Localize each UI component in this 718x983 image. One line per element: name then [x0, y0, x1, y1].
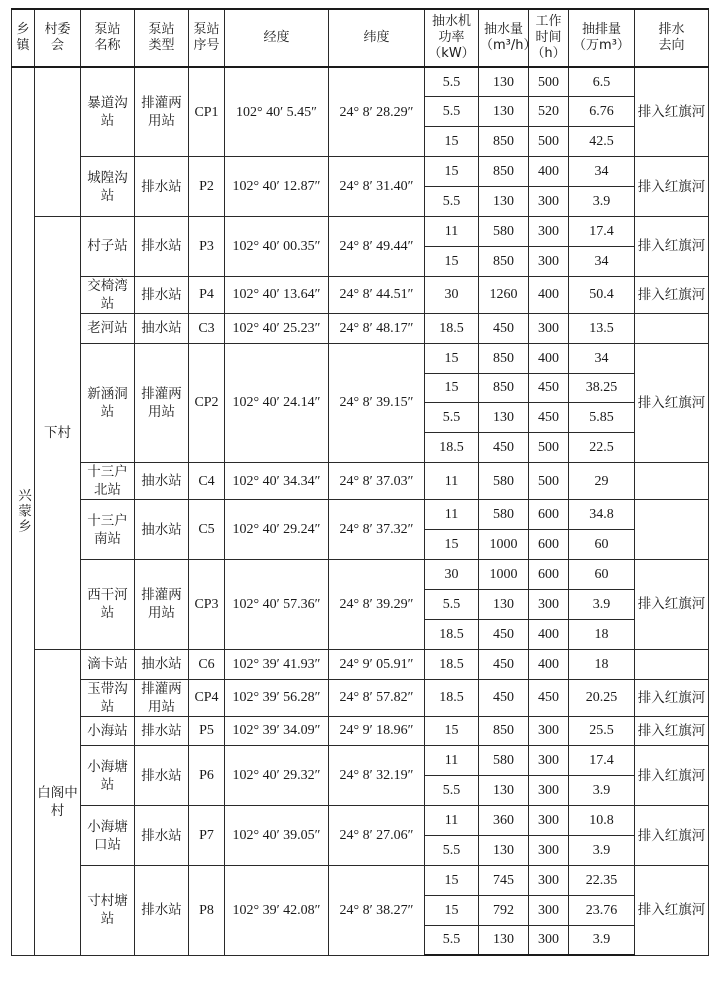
latitude-cell: 24° 8′ 38.27″ — [329, 865, 425, 955]
longitude-cell: 102° 40′ 29.24″ — [225, 500, 329, 560]
pump-flow-cell: 850 — [479, 157, 529, 187]
station-name-cell: 暴道沟站 — [81, 67, 135, 157]
work-hours-cell: 500 — [529, 67, 569, 97]
station-name-cell: 西干河站 — [81, 559, 135, 649]
work-hours-cell: 400 — [529, 649, 569, 679]
work-hours-cell: 400 — [529, 619, 569, 649]
longitude-cell: 102° 40′ 12.87″ — [225, 157, 329, 217]
drain-destination-cell — [635, 649, 709, 679]
work-hours-cell: 300 — [529, 895, 569, 925]
work-hours-cell: 300 — [529, 865, 569, 895]
work-hours-cell: 500 — [529, 463, 569, 500]
longitude-cell: 102° 39′ 56.28″ — [225, 679, 329, 716]
table-body — [12, 67, 709, 955]
drain-volume-cell: 50.4 — [569, 276, 635, 313]
station-type-cell: 排水站 — [135, 865, 189, 955]
work-hours-cell: 300 — [529, 589, 569, 619]
pump-flow-cell: 450 — [479, 649, 529, 679]
pump-flow-cell: 850 — [479, 246, 529, 276]
latitude-cell: 24° 8′ 49.44″ — [329, 216, 425, 276]
station-type-cell: 排水站 — [135, 746, 189, 806]
table-row — [12, 649, 709, 679]
longitude-cell: 102° 39′ 41.93″ — [225, 649, 329, 679]
longitude-cell: 102° 39′ 34.09″ — [225, 716, 329, 746]
longitude-cell: 102° 40′ 00.35″ — [225, 216, 329, 276]
header-longitude: 经度 — [225, 9, 329, 67]
work-hours-cell: 400 — [529, 343, 569, 373]
drain-destination-cell: 排入红旗河 — [635, 679, 709, 716]
latitude-cell: 24° 8′ 31.40″ — [329, 157, 425, 217]
header-drain-volume: 抽排量 （万m³） — [569, 9, 635, 67]
pump-flow-cell: 130 — [479, 776, 529, 806]
work-hours-cell: 300 — [529, 187, 569, 217]
pump-flow-cell: 1000 — [479, 530, 529, 560]
township-cell: 兴蒙乡 — [12, 67, 35, 955]
station-code-cell: P7 — [189, 806, 225, 866]
drain-destination-cell: 排入红旗河 — [635, 806, 709, 866]
drain-volume-cell: 3.9 — [569, 187, 635, 217]
work-hours-cell: 300 — [529, 216, 569, 246]
station-code-cell: C4 — [189, 463, 225, 500]
drain-volume-cell: 17.4 — [569, 216, 635, 246]
drain-destination-cell: 排入红旗河 — [635, 343, 709, 463]
drain-volume-cell: 23.76 — [569, 895, 635, 925]
pump-power-cell: 15 — [425, 865, 479, 895]
station-type-cell: 排水站 — [135, 276, 189, 313]
work-hours-cell: 450 — [529, 373, 569, 403]
village-cell: 白阁中村 — [35, 649, 81, 955]
pump-flow-cell: 1000 — [479, 559, 529, 589]
station-name-cell: 十三户南站 — [81, 500, 135, 560]
station-name-cell: 十三户北站 — [81, 463, 135, 500]
station-type-cell: 抽水站 — [135, 649, 189, 679]
drain-volume-cell: 60 — [569, 559, 635, 589]
drain-destination-cell: 排入红旗河 — [635, 559, 709, 649]
pump-power-cell: 30 — [425, 276, 479, 313]
work-hours-cell: 600 — [529, 559, 569, 589]
pump-flow-cell: 850 — [479, 373, 529, 403]
drain-volume-cell: 3.9 — [569, 776, 635, 806]
station-code-cell: P2 — [189, 157, 225, 217]
station-name-cell: 交椅湾站 — [81, 276, 135, 313]
work-hours-cell: 500 — [529, 433, 569, 463]
drain-volume-cell: 20.25 — [569, 679, 635, 716]
pump-power-cell: 5.5 — [425, 403, 479, 433]
pump-power-cell: 18.5 — [425, 649, 479, 679]
station-type-cell: 排灌两用站 — [135, 343, 189, 463]
drain-destination-cell — [635, 500, 709, 560]
pump-power-cell: 5.5 — [425, 187, 479, 217]
header-village: 村委 会 — [35, 9, 81, 67]
longitude-cell: 102° 40′ 13.64″ — [225, 276, 329, 313]
pump-flow-cell: 360 — [479, 806, 529, 836]
station-name-cell: 小海站 — [81, 716, 135, 746]
pump-power-cell: 5.5 — [425, 925, 479, 955]
pump-power-cell: 15 — [425, 530, 479, 560]
latitude-cell: 24° 8′ 39.15″ — [329, 343, 425, 463]
latitude-cell: 24° 8′ 27.06″ — [329, 806, 425, 866]
station-code-cell: C3 — [189, 313, 225, 343]
header-station-name: 泵站 名称 — [81, 9, 135, 67]
station-type-cell: 排灌两用站 — [135, 679, 189, 716]
pump-flow-cell: 580 — [479, 746, 529, 776]
drain-destination-cell: 排入红旗河 — [635, 276, 709, 313]
latitude-cell: 24° 8′ 32.19″ — [329, 746, 425, 806]
drain-volume-cell: 13.5 — [569, 313, 635, 343]
longitude-cell: 102° 39′ 42.08″ — [225, 865, 329, 955]
drain-volume-cell: 42.5 — [569, 127, 635, 157]
header-station-code: 泵站 序号 — [189, 9, 225, 67]
pump-power-cell: 30 — [425, 559, 479, 589]
pump-flow-cell: 130 — [479, 836, 529, 866]
longitude-cell: 102° 40′ 39.05″ — [225, 806, 329, 866]
header-drain-destination: 排水 去向 — [635, 9, 709, 67]
work-hours-cell: 300 — [529, 246, 569, 276]
latitude-cell: 24° 8′ 37.03″ — [329, 463, 425, 500]
work-hours-cell: 300 — [529, 925, 569, 955]
header-station-type: 泵站 类型 — [135, 9, 189, 67]
pump-power-cell: 15 — [425, 127, 479, 157]
pump-flow-cell: 850 — [479, 127, 529, 157]
pump-flow-cell: 850 — [479, 343, 529, 373]
work-hours-cell: 400 — [529, 276, 569, 313]
village-cell: 下村 — [35, 216, 81, 649]
latitude-cell: 24° 8′ 44.51″ — [329, 276, 425, 313]
work-hours-cell: 450 — [529, 403, 569, 433]
latitude-cell: 24° 8′ 39.29″ — [329, 559, 425, 649]
pump-power-cell: 18.5 — [425, 679, 479, 716]
longitude-cell: 102° 40′ 25.23″ — [225, 313, 329, 343]
pump-station-table — [11, 8, 709, 956]
station-type-cell: 抽水站 — [135, 313, 189, 343]
header-pump-power: 抽水机 功率 （kW） — [425, 9, 479, 67]
longitude-cell: 102° 40′ 57.36″ — [225, 559, 329, 649]
pump-power-cell: 11 — [425, 463, 479, 500]
drain-volume-cell: 18 — [569, 619, 635, 649]
pump-flow-cell: 580 — [479, 500, 529, 530]
latitude-cell: 24° 8′ 28.29″ — [329, 67, 425, 157]
pump-flow-cell: 792 — [479, 895, 529, 925]
drain-volume-cell: 34.8 — [569, 500, 635, 530]
table-row — [12, 716, 709, 746]
drain-volume-cell: 34 — [569, 343, 635, 373]
latitude-cell: 24° 8′ 57.82″ — [329, 679, 425, 716]
pump-power-cell: 5.5 — [425, 836, 479, 866]
work-hours-cell: 400 — [529, 157, 569, 187]
header-row — [12, 9, 709, 67]
table-row — [12, 679, 709, 716]
drain-destination-cell — [635, 463, 709, 500]
station-name-cell: 小海塘口站 — [81, 806, 135, 866]
table-row — [12, 500, 709, 530]
station-type-cell: 排水站 — [135, 716, 189, 746]
station-code-cell: P4 — [189, 276, 225, 313]
table-row — [12, 157, 709, 187]
work-hours-cell: 300 — [529, 776, 569, 806]
station-code-cell: CP4 — [189, 679, 225, 716]
longitude-cell: 102° 40′ 34.34″ — [225, 463, 329, 500]
table-row — [12, 276, 709, 313]
latitude-cell: 24° 8′ 48.17″ — [329, 313, 425, 343]
table-row — [12, 806, 709, 836]
drain-destination-cell: 排入红旗河 — [635, 865, 709, 955]
pump-flow-cell: 450 — [479, 313, 529, 343]
table-row — [12, 463, 709, 500]
pump-power-cell: 15 — [425, 343, 479, 373]
pump-power-cell: 15 — [425, 373, 479, 403]
header-work-hours: 工作 时间 （h） — [529, 9, 569, 67]
station-code-cell: CP2 — [189, 343, 225, 463]
station-name-cell: 新涵洞站 — [81, 343, 135, 463]
drain-volume-cell: 25.5 — [569, 716, 635, 746]
drain-volume-cell: 38.25 — [569, 373, 635, 403]
header-latitude: 纬度 — [329, 9, 425, 67]
station-code-cell: CP3 — [189, 559, 225, 649]
drain-volume-cell: 5.85 — [569, 403, 635, 433]
pump-power-cell: 18.5 — [425, 433, 479, 463]
drain-volume-cell: 60 — [569, 530, 635, 560]
pump-power-cell: 5.5 — [425, 589, 479, 619]
header-township: 乡 镇 — [12, 9, 35, 67]
work-hours-cell: 300 — [529, 806, 569, 836]
drain-volume-cell: 22.35 — [569, 865, 635, 895]
pump-flow-cell: 130 — [479, 403, 529, 433]
table-row — [12, 216, 709, 246]
station-name-cell: 村子站 — [81, 216, 135, 276]
station-code-cell: P3 — [189, 216, 225, 276]
station-type-cell: 排水站 — [135, 216, 189, 276]
station-code-cell: P5 — [189, 716, 225, 746]
pump-power-cell: 15 — [425, 716, 479, 746]
work-hours-cell: 500 — [529, 127, 569, 157]
pump-flow-cell: 130 — [479, 187, 529, 217]
work-hours-cell: 450 — [529, 679, 569, 716]
longitude-cell: 102° 40′ 5.45″ — [225, 67, 329, 157]
pump-flow-cell: 850 — [479, 716, 529, 746]
drain-volume-cell: 3.9 — [569, 836, 635, 866]
drain-destination-cell: 排入红旗河 — [635, 716, 709, 746]
village-cell — [35, 67, 81, 216]
station-name-cell: 寸村塘站 — [81, 865, 135, 955]
work-hours-cell: 600 — [529, 530, 569, 560]
work-hours-cell: 300 — [529, 716, 569, 746]
station-name-cell: 玉带沟站 — [81, 679, 135, 716]
drain-volume-cell: 3.9 — [569, 925, 635, 955]
pump-power-cell: 18.5 — [425, 313, 479, 343]
pump-power-cell: 15 — [425, 157, 479, 187]
pump-power-cell: 5.5 — [425, 776, 479, 806]
pump-flow-cell: 1260 — [479, 276, 529, 313]
drain-volume-cell: 17.4 — [569, 746, 635, 776]
drain-destination-cell — [635, 313, 709, 343]
work-hours-cell: 300 — [529, 313, 569, 343]
pump-power-cell: 11 — [425, 216, 479, 246]
pump-flow-cell: 130 — [479, 925, 529, 955]
pump-power-cell: 15 — [425, 246, 479, 276]
station-name-cell: 城隍沟站 — [81, 157, 135, 217]
station-code-cell: P6 — [189, 746, 225, 806]
pump-power-cell: 5.5 — [425, 67, 479, 97]
drain-volume-cell: 22.5 — [569, 433, 635, 463]
drain-volume-cell: 6.76 — [569, 97, 635, 127]
station-type-cell: 排灌两用站 — [135, 559, 189, 649]
pump-flow-cell: 580 — [479, 463, 529, 500]
drain-volume-cell: 6.5 — [569, 67, 635, 97]
station-code-cell: CP1 — [189, 67, 225, 157]
drain-destination-cell: 排入红旗河 — [635, 157, 709, 217]
table-row — [12, 313, 709, 343]
drain-volume-cell: 29 — [569, 463, 635, 500]
station-code-cell: C6 — [189, 649, 225, 679]
drain-volume-cell: 34 — [569, 246, 635, 276]
latitude-cell: 24° 9′ 05.91″ — [329, 649, 425, 679]
drain-destination-cell: 排入红旗河 — [635, 216, 709, 276]
header-pump-flow: 抽水量 （m³/h） — [479, 9, 529, 67]
drain-destination-cell: 排入红旗河 — [635, 67, 709, 157]
table-row — [12, 746, 709, 776]
work-hours-cell: 300 — [529, 746, 569, 776]
pump-power-cell: 11 — [425, 746, 479, 776]
table-row — [12, 343, 709, 373]
station-type-cell: 排灌两用站 — [135, 67, 189, 157]
station-type-cell: 排水站 — [135, 806, 189, 866]
table-row — [12, 67, 709, 97]
pump-flow-cell: 450 — [479, 433, 529, 463]
longitude-cell: 102° 40′ 24.14″ — [225, 343, 329, 463]
station-type-cell: 抽水站 — [135, 463, 189, 500]
pump-flow-cell: 450 — [479, 679, 529, 716]
pump-flow-cell: 130 — [479, 589, 529, 619]
work-hours-cell: 600 — [529, 500, 569, 530]
pump-power-cell: 11 — [425, 806, 479, 836]
drain-destination-cell: 排入红旗河 — [635, 746, 709, 806]
latitude-cell: 24° 9′ 18.96″ — [329, 716, 425, 746]
pump-flow-cell: 130 — [479, 67, 529, 97]
station-name-cell: 老河站 — [81, 313, 135, 343]
longitude-cell: 102° 40′ 29.32″ — [225, 746, 329, 806]
table-row — [12, 559, 709, 589]
pump-power-cell: 15 — [425, 895, 479, 925]
drain-volume-cell: 3.9 — [569, 589, 635, 619]
drain-volume-cell: 18 — [569, 649, 635, 679]
station-code-cell: P8 — [189, 865, 225, 955]
pump-power-cell: 18.5 — [425, 619, 479, 649]
pump-power-cell: 11 — [425, 500, 479, 530]
station-code-cell: C5 — [189, 500, 225, 560]
station-name-cell: 小海塘站 — [81, 746, 135, 806]
latitude-cell: 24° 8′ 37.32″ — [329, 500, 425, 560]
pump-flow-cell: 450 — [479, 619, 529, 649]
pump-power-cell: 5.5 — [425, 97, 479, 127]
table-row — [12, 865, 709, 895]
drain-volume-cell: 34 — [569, 157, 635, 187]
station-type-cell: 排水站 — [135, 157, 189, 217]
pump-flow-cell: 745 — [479, 865, 529, 895]
pump-flow-cell: 130 — [479, 97, 529, 127]
drain-volume-cell: 10.8 — [569, 806, 635, 836]
pump-flow-cell: 580 — [479, 216, 529, 246]
work-hours-cell: 520 — [529, 97, 569, 127]
station-type-cell: 抽水站 — [135, 500, 189, 560]
station-name-cell: 滴卡站 — [81, 649, 135, 679]
work-hours-cell: 300 — [529, 836, 569, 866]
